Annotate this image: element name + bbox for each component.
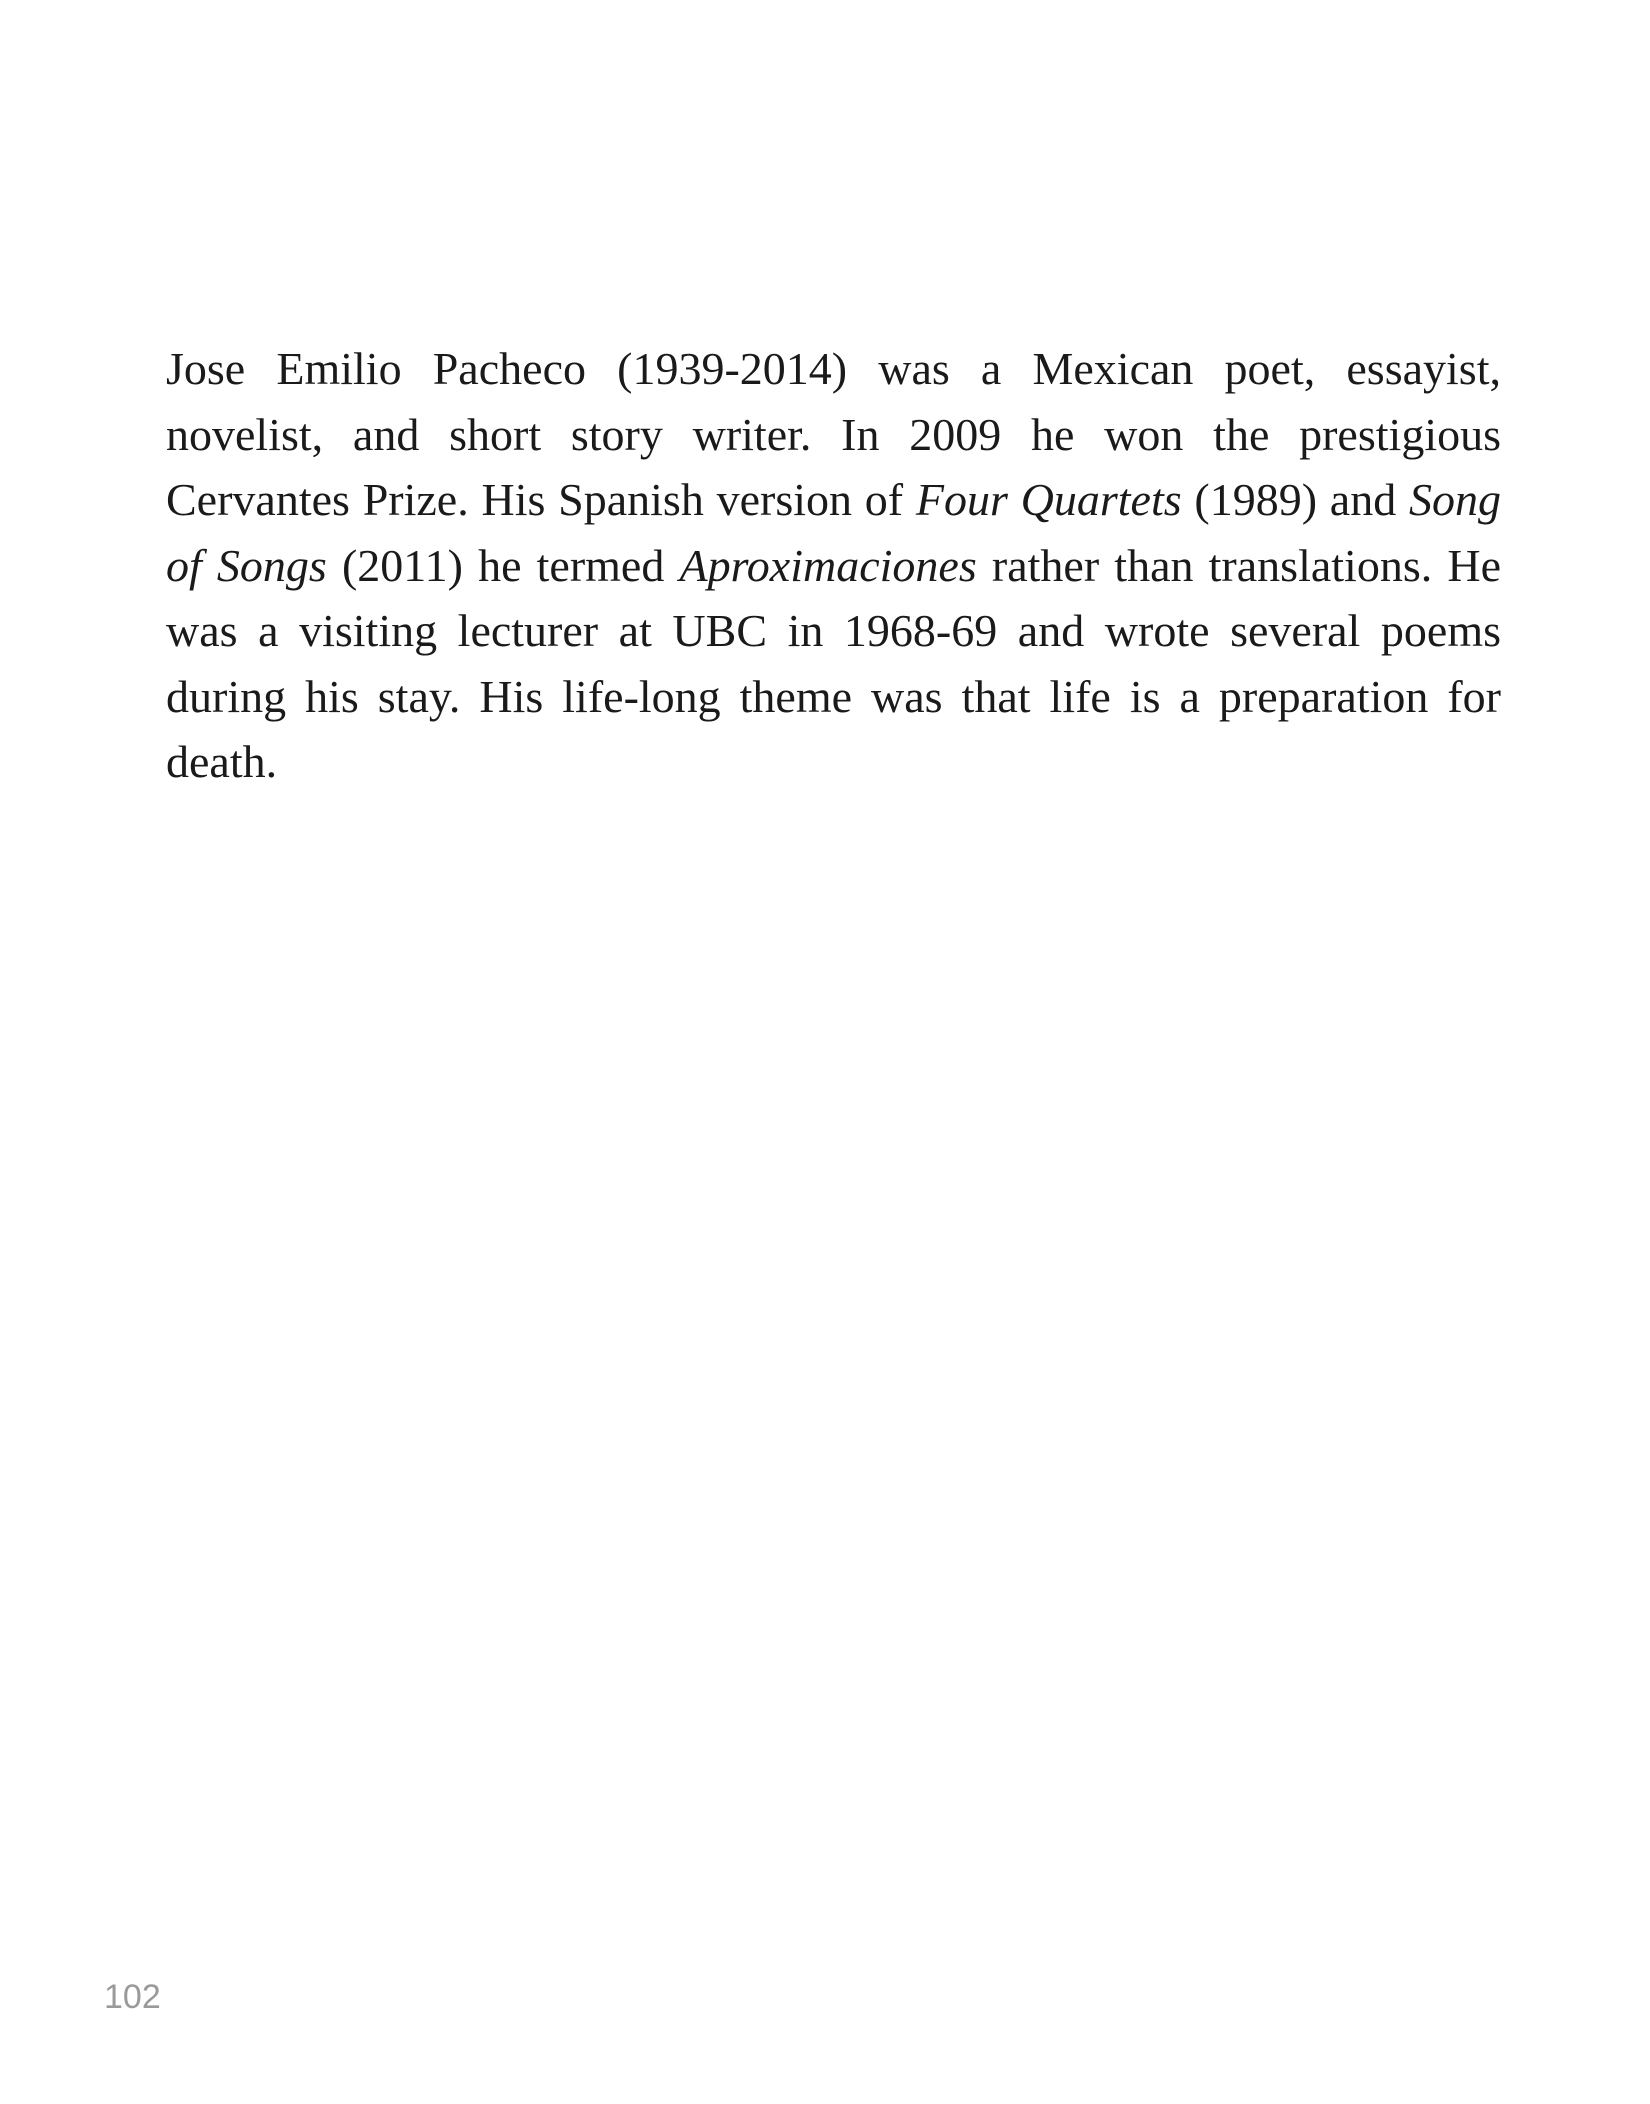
bio-title-four-quartets: Four Quartets [915,474,1182,525]
page-number: 102 [104,1978,161,2016]
bio-title-song-of-songs: Song of Songs [166,474,1501,591]
bio-term-aproximaciones: Aproximaciones [679,539,977,591]
author-bio-paragraph [166,336,1501,795]
bio-text-4: rather than translations. He was a visiting lecturer at UBC in 1968-69 and wrote several poems during his stay. His life-long theme was that life is a preparation for death. [166,539,1502,787]
bio-text-1: Jose Emilio Pacheco (1939-2014) was a Mexican poet, essayist, novelist, and short story writer. In 2009 he won the prestigious Cervantes Prize. His Spanish version of [166,343,1501,525]
bio-text-2: (1989) and [1181,474,1409,525]
bio-text-3: (2011) he termed [326,539,680,591]
